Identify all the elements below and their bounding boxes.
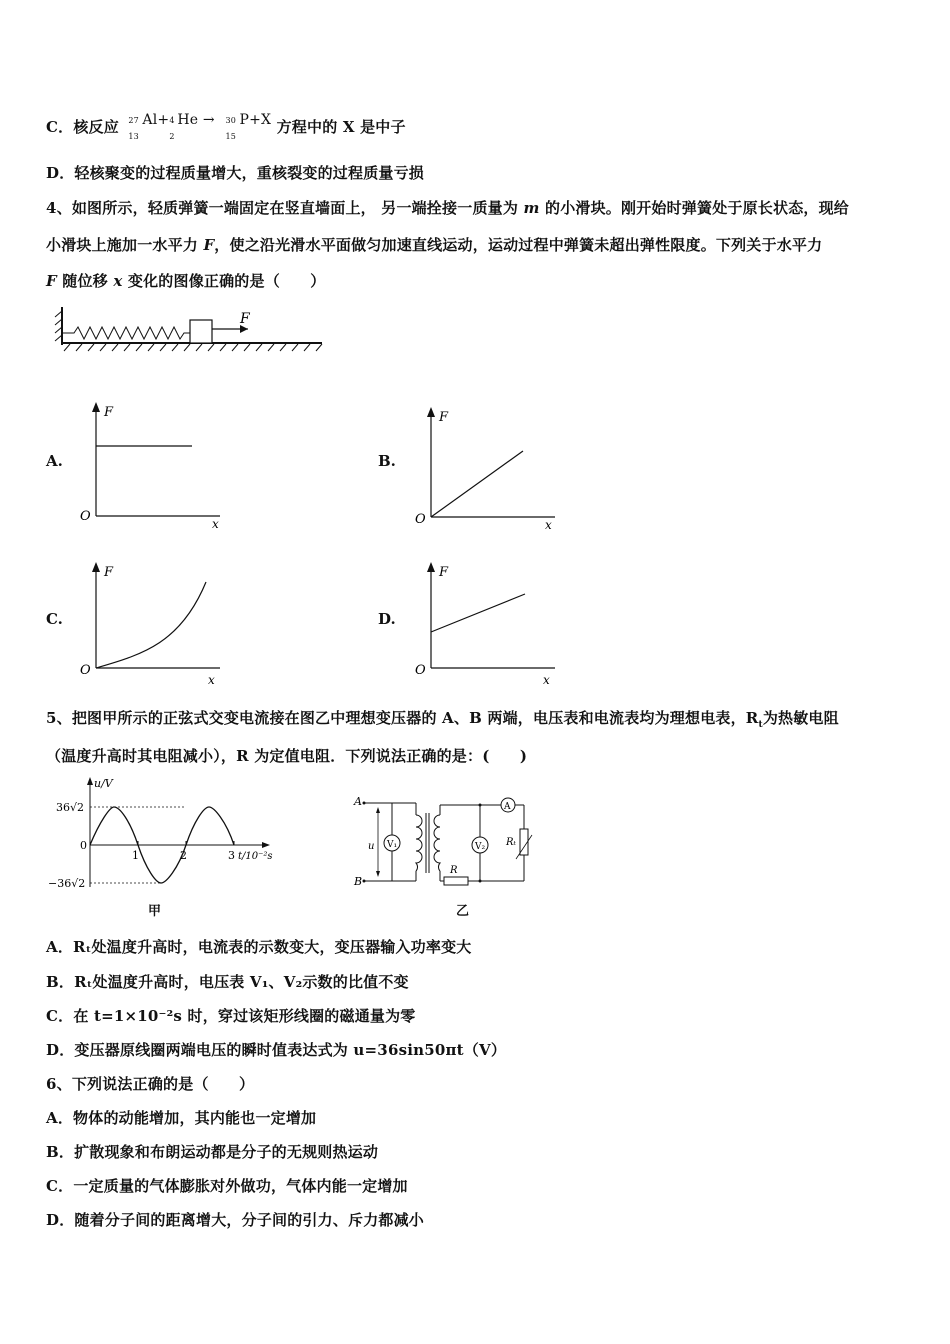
q5-stem-line2: （温度升高时其电阻减小），R 为定值电阻．下列说法正确的是：( ) bbox=[46, 747, 528, 765]
svg-text:A: A bbox=[504, 802, 511, 812]
q4-option-a-label: A. bbox=[46, 452, 63, 470]
svg-text:V₂: V₂ bbox=[475, 842, 486, 852]
svg-text:u: u bbox=[368, 841, 375, 852]
q5-option-d: D．变压器原线圈两端电压的瞬时值表达式为 u=36sin50πt（V） bbox=[46, 1041, 507, 1059]
svg-text:3: 3 bbox=[228, 849, 235, 862]
q6-stem: 6、下列说法正确的是（ ） bbox=[46, 1075, 255, 1093]
nuclear-equation: 27 13 Al+ 4 2 He → 30 15 P+X bbox=[128, 112, 272, 141]
svg-text:R: R bbox=[450, 865, 458, 876]
q5-stem-line1: 5、把图甲所示的正弦式交变电流接在图乙中理想变压器的 A、B 两端，电压表和电流表均为理想电表，$R_t$为热敏电阻 bbox=[46, 709, 839, 730]
svg-text:−36√2: −36√2 bbox=[48, 877, 86, 890]
q4-graph-a bbox=[80, 400, 230, 530]
svg-text:x: x bbox=[545, 518, 552, 532]
transformer-circuit bbox=[350, 795, 540, 895]
svg-text:u/V: u/V bbox=[94, 777, 113, 790]
svg-text:O: O bbox=[80, 509, 91, 524]
q4-option-b-label: B. bbox=[378, 452, 396, 470]
svg-text:1: 1 bbox=[132, 849, 139, 862]
svg-text:x: x bbox=[212, 517, 219, 531]
concave-curve bbox=[96, 582, 206, 668]
q6-option-b: B．扩散现象和布朗运动都是分子的无规则热运动 bbox=[46, 1143, 379, 1161]
q4-stem-line2: 小滑块上施加一水平力 F，使之沿光滑水平面做匀加速直线运动，运动过程中弹簧未超出弹性限度。下列关于水平力 bbox=[46, 236, 823, 254]
svg-text:F: F bbox=[104, 565, 114, 580]
proportional-line bbox=[431, 451, 523, 517]
q4-graph-d bbox=[415, 560, 565, 688]
q5-option-a: A．Rₜ处温度升高时，电流表的示数变大，变压器输入功率变大 bbox=[46, 938, 472, 956]
svg-text:t/10⁻²s: t/10⁻²s bbox=[238, 851, 273, 862]
q4-option-c-label: C. bbox=[46, 610, 63, 628]
q4-stem-line1: 4、如图所示，轻质弹簧一端固定在竖直墙面上， 另一端拴接一质量为 m 的小滑块。刚开始时弹簧处于原长状态，现给 bbox=[46, 199, 850, 217]
svg-text:B: B bbox=[354, 875, 363, 888]
spring-block-figure bbox=[50, 305, 330, 355]
circuit-caption-yi: 乙 bbox=[456, 904, 470, 919]
q4-stem-line3: F 随位移 x 变化的图像正确的是（ ） bbox=[46, 272, 326, 290]
svg-text:V₁: V₁ bbox=[387, 840, 398, 850]
svg-text:0: 0 bbox=[80, 839, 87, 852]
q6-option-c: C．一定质量的气体膨胀对外做功，气体内能一定增加 bbox=[46, 1177, 408, 1195]
svg-text:F: F bbox=[104, 405, 114, 420]
svg-text:F: F bbox=[439, 410, 449, 425]
svg-text:O: O bbox=[80, 663, 91, 678]
q4-graph-b bbox=[415, 405, 565, 530]
sine-graph bbox=[48, 775, 288, 895]
q4-graph-c bbox=[80, 560, 230, 688]
graph-caption-jia: 甲 bbox=[148, 904, 162, 919]
svg-text:2: 2 bbox=[180, 849, 187, 862]
svg-text:A: A bbox=[354, 795, 362, 808]
svg-text:36√2: 36√2 bbox=[56, 801, 85, 814]
offset-line bbox=[431, 594, 525, 632]
svg-text:x: x bbox=[208, 673, 215, 687]
force-label: F bbox=[240, 311, 250, 327]
q6-option-a: A．物体的动能增加，其内能也一定增加 bbox=[46, 1109, 317, 1127]
q3-option-c: C．核反应 27 13 Al+ 4 2 He → 30 15 P+X 方程中的 X 是中子 bbox=[46, 112, 406, 141]
svg-text:Rₜ: Rₜ bbox=[506, 837, 516, 848]
q5-option-c: C．在 t=1×10⁻²s 时，穿过该矩形线圈的磁通量为零 bbox=[46, 1007, 416, 1025]
svg-text:O: O bbox=[415, 512, 426, 527]
q3-option-d: D．轻核聚变的过程质量增大，重核裂变的过程质量亏损 bbox=[46, 164, 425, 182]
q4-option-d-label: D. bbox=[378, 610, 396, 628]
svg-text:F: F bbox=[439, 565, 449, 580]
svg-text:x: x bbox=[543, 673, 550, 687]
q6-option-d: D．随着分子间的距离增大，分子间的引力、斥力都减小 bbox=[46, 1211, 425, 1229]
svg-text:O: O bbox=[415, 663, 426, 678]
q5-option-b: B．Rₜ处温度升高时，电压表 V₁、V₂示数的比值不变 bbox=[46, 973, 409, 991]
